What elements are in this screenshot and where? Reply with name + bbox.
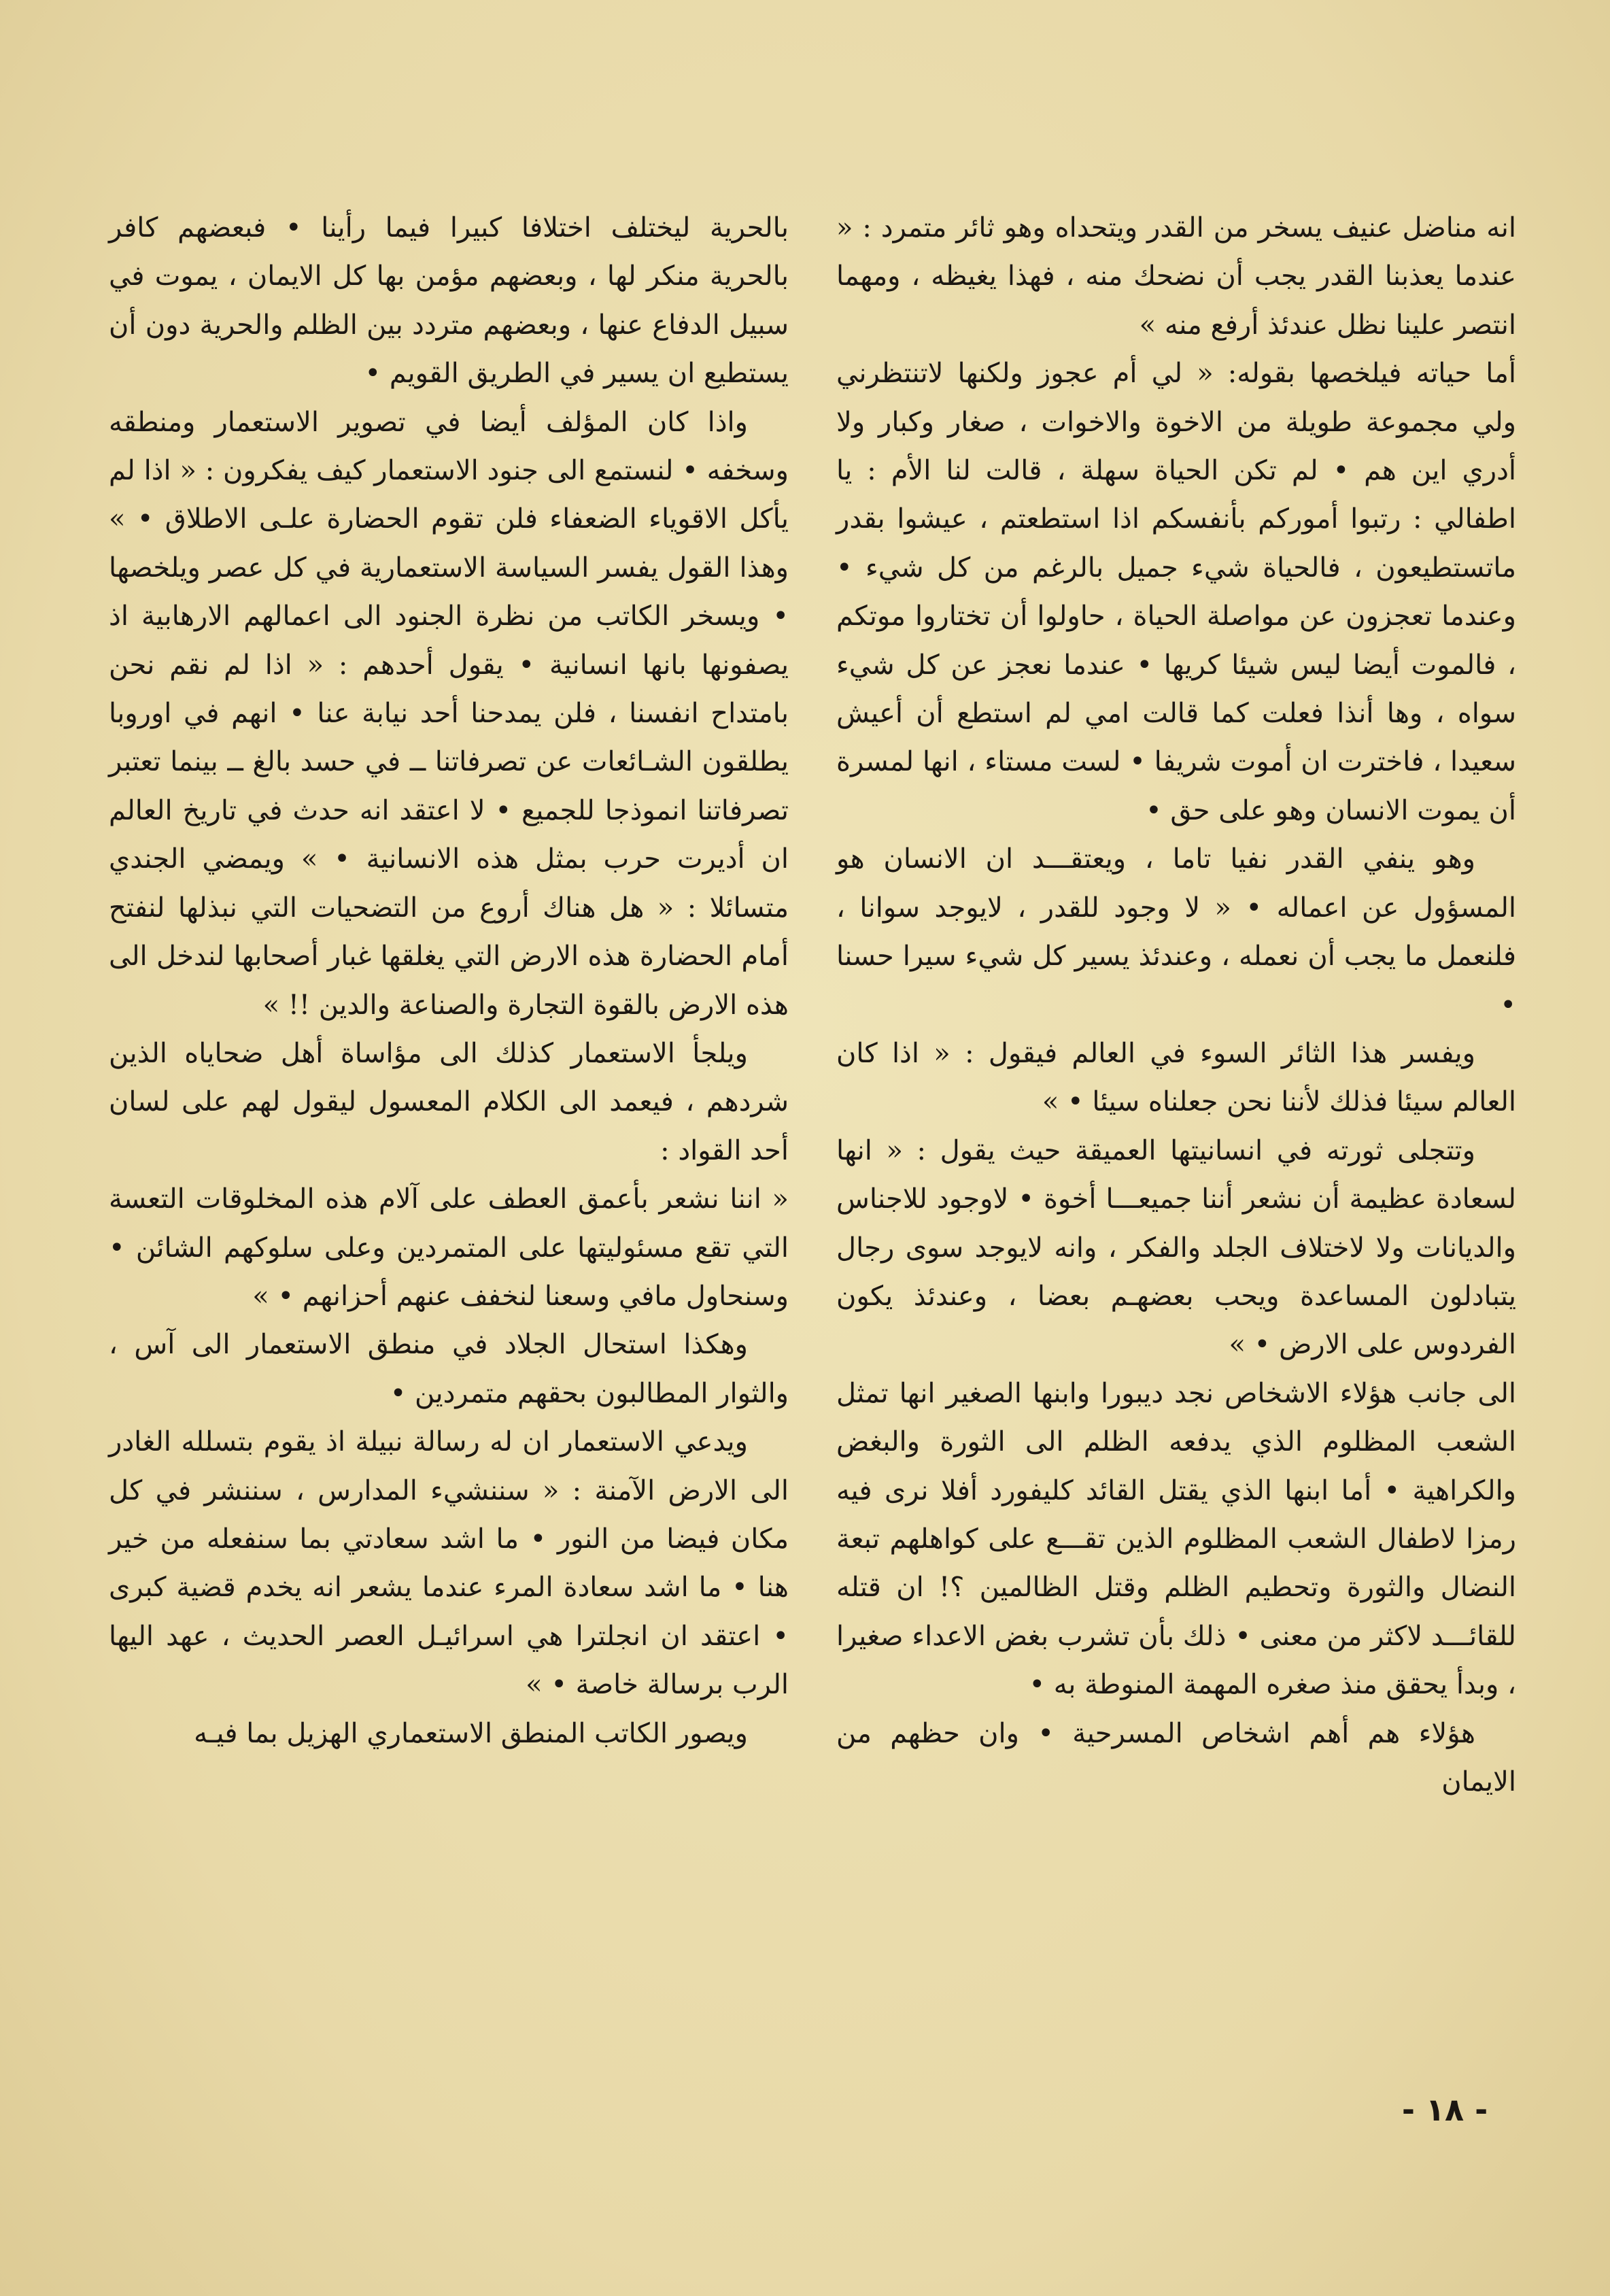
paragraph: هؤلاء هم أهم اشخاص المسرحية • وان حظهم من الايمان bbox=[836, 1717, 1516, 1797]
paragraph: انه مناضل عنيف يسخر من القدر ويتحداه وهو ثائر متمرد : « عندما يعذبنا القدر يجب أن نضحك منه ، فهذا يغيظه ، ومهما انتصر علينا نظل عندئذ أرفع منه » bbox=[836, 212, 1516, 341]
paragraph: وهكذا استحال الجلاد في منطق الاستعمار الى آس ، والثوار المطالبون بحقهم متمردين • bbox=[109, 1329, 789, 1409]
paragraph: الى جانب هؤلاء الاشخاص نجد ديبورا وابنها الصغير انها تمثل الشعب المظلوم الذي يدفعه الظلم الى الثورة والبغض والكراهية • أما ابنها الذي يقتل القائد كليفورد أفلا نرى فيه رمزا لاطفال الشعب المظلوم الذين تقـــع على كواهلهم تبعة النضال والثورة وتحطيم الظلم وقتل الظالمين ؟! ان قتله للقائـــد لاكثر من معنى • ذلك بأن تشرب بغض الاعداء صغيرا ، وبدأ يحقق منذ صغره المهمة المنوطة به • bbox=[836, 1377, 1516, 1701]
paragraph: « اننا نشعر بأعمق العطف على آلام هذه المخلوقات التعسة التي تقع مسئوليتها على المتمردين وعلى سلوكهم الشائن • وسنحاول مافي وسعنا لنخفف عنهم أحزانهم • » bbox=[109, 1183, 789, 1312]
paragraph: ويصور الكاتب المنطق الاستعماري الهزيل بما فيـه bbox=[194, 1717, 748, 1749]
paragraph: بالحرية ليختلف اختلافا كبيرا فيما رأينا • فبعضهم كافر بالحرية منكر لها ، وبعضهم مؤمن بها كل الايمان ، يموت في سبيل الدفاع عنها ، وبعضهم متردد بين الظلم والحرية دون أن يستطيع ان يسير في الطريق القويم • bbox=[109, 212, 789, 390]
paragraph: ويدعي الاستعمار ان له رسالة نبيلة اذ يقوم بتسلله الغادر الى الارض الآمنة : « سننشيء المدارس ، سننشر في كل مكان فيضا من النور • ما اشد سعادتي بما سنفعله من خير هنا • ما اشد سعادة المرء عندما يشعر انه يخدم قضية كبرى • اعتقد ان انجلترا هي اسرائيـل العصر الحديث ، عهد اليها الرب برسالة خاصة • » bbox=[109, 1426, 789, 1701]
text-column-right bbox=[836, 204, 1516, 1806]
paragraph: ويلجأ الاستعمار كذلك الى مؤاساة أهل ضحاياه الذين شردهم ، فيعمد الى الكلام المعسول ليقول لهم على لسان أحد القواد : bbox=[109, 1037, 789, 1166]
paragraph: ويفسر هذا الثائر السوء في العالم فيقول : « اذا كان العالم سيئا فذلك لأننا نحن جعلناه سيئا • » bbox=[836, 1037, 1516, 1118]
paragraph: أما حياته فيلخصها بقوله: « لي أم عجوز ولكنها لاتنتظرني ولي مجموعة طويلة من الاخوة والاخوات ، صغار وكبار ولا أدري اين هم • لم تكن الحياة سهلة ، قالت لنا الأم : يا اطفالي : رتبوا أموركم بأنفسكم اذا استطعتم ، عيشوا بقدر ماتستطيعون ، فالحياة شيء جميل بالرغم من كل شيء • وعندما تعجزون عن مواصلة الحياة ، حاولوا أن تختاروا موتكم ، فالموت أيضا ليس شيئا كريها • عندما نعجز عن كل شيء سواه ، وها أنذا فعلت كما قالت امي لم استطع أن أعيش سعيدا ، فاخترت ان أموت شريفا • لست مستاء ، انها لمسرة أن يموت الانسان وهو على حق • bbox=[836, 358, 1516, 826]
text-column-left bbox=[109, 204, 789, 1758]
page-number: - ١٨ - bbox=[1401, 2091, 1488, 2128]
paragraph: وهو ينفي القدر نفيا تاما ، ويعتقـــد ان الانسان هو المسؤول عن اعماله • « لا وجود للقدر ، لايوجد سوانا ، فلنعمل ما يجب أن نعمله ، وعندئذ يسير كل شيء سيرا حسنا • bbox=[836, 843, 1516, 1021]
paragraph: واذا كان المؤلف أيضا في تصوير الاستعمار ومنطقه وسخفه • لنستمع الى جنود الاستعمار كيف يفكرون : « اذا لم يأكل الاقوياء الضعفاء فلن تقوم الحضارة علـى الاطلاق • » وهذا القول يفسر السياسة الاستعمارية في كل عصر ويلخصها • ويسخر الكاتب من نظرة الجنود الى اعمالهم الارهابية اذ يصفونها بانها انسانية • يقول أحدهم : « اذا لم نقم نحن بامتداح انفسنا ، فلن يمدحنا أحد نيابة عنا • انهم في اوروبا يطلقون الشـائعات عن تصرفاتنا ــ في حسد بالغ ــ بينما تعتبر تصرفاتنا انموذجا للجميع • لا اعتقد انه حدث في تاريخ العالم ان أديرت حرب بمثل هذه الانسانية • » ويمضي الجندي متسائلا : « هل هناك أروع من التضحيات التي نبذلها لنفتح أمام الحضارة هذه الارض التي يغلقها غبار أصحابها لندخل الى هذه الارض بالقوة التجارة والصناعة والدين !! » bbox=[109, 406, 789, 1021]
paragraph: وتتجلى ثورته في انسانيتها العميقة حيث يقول : « انها لسعادة عظيمة أن نشعر أننا جميعـــا أخوة • لاوجود للاجناس والديانات ولا لاختلاف الجلد والفكر ، وانه لايوجد سوى رجال يتبادلون المساعدة ويحب بعضهـم بعضا ، وعندئذ يكون الفردوس على الارض • » bbox=[836, 1134, 1516, 1361]
